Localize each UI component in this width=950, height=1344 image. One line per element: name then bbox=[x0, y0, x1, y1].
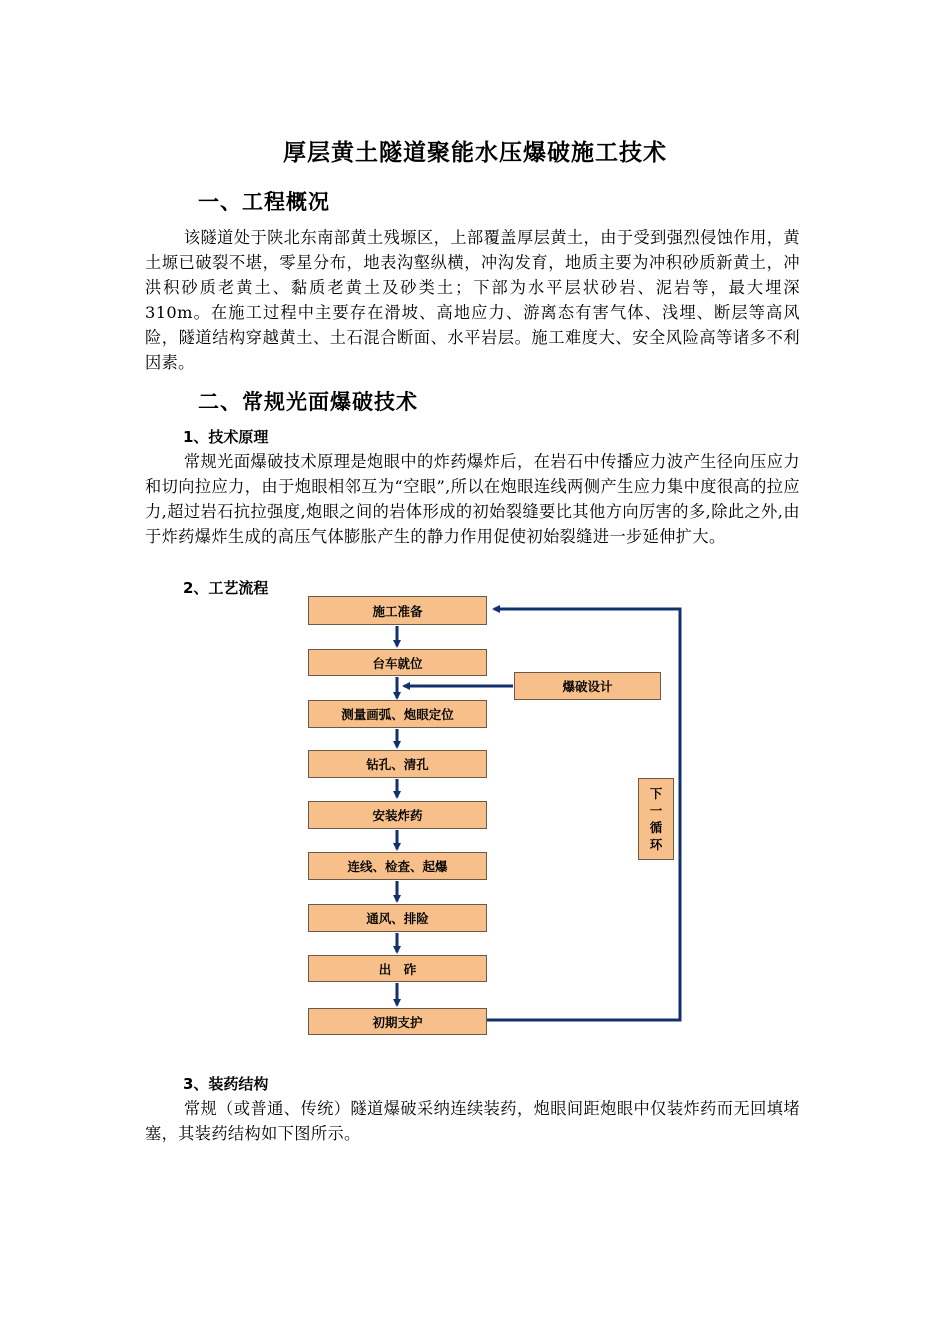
section-1-paragraph: 该隧道处于陕北东南部黄土残塬区，上部覆盖厚层黄土，由于受到强烈侵蚀作用，黄土塬已破裂不堪，零星分布，地表沟壑纵横，冲沟发育，地质主要为冲积砂质新黄土，冲洪积砂质老黄土、黏质老黄土及砂类土；下部为水平层状砂岩、泥岩等，最大埋深310m。在施工过程中主要存在滑坡、高地应力、游离态有害气体、浅埋、断层等高风险，隧道结构穿越黄土、土石混合断面、水平岩层。施工难度大、安全风险高等诸多不利因素。 bbox=[145, 228, 800, 372]
process-flow-diagram bbox=[300, 590, 700, 1050]
next-cycle-char-4: 环 bbox=[649, 837, 663, 852]
flow-step-1: 施工准备 bbox=[308, 596, 487, 625]
flow-step-2: 台车就位 bbox=[308, 649, 487, 676]
flow-step-9: 初期支护 bbox=[308, 1008, 487, 1035]
subsection-1-paragraph: 常规光面爆破技术原理是炮眼中的炸药爆炸后，在岩石中传播应力波产生径向压应力和切向拉应力，由于炮眼相邻互为“空眼”,所以在炮眼连线两侧产生应力集中度很高的拉应力,超过岩石抗拉强度,炮眼之间的岩体形成的初始裂缝要比其他方向厉害的多,除此之外,由于炸药爆炸生成的高压气体膨胀产生的静力作用促使初始裂缝进一步延伸扩大。 bbox=[145, 452, 800, 546]
next-cycle-char-1: 下 bbox=[649, 786, 663, 801]
next-cycle-char-3: 循 bbox=[649, 820, 663, 835]
next-cycle-char-2: 一 bbox=[649, 803, 663, 818]
blast-design-box: 爆破设计 bbox=[514, 672, 661, 700]
document-title: 厚层黄土隧道聚能水压爆破施工技术 bbox=[283, 140, 667, 166]
flow-step-8: 出 砟 bbox=[308, 955, 487, 982]
flow-step-5: 安装炸药 bbox=[308, 801, 487, 829]
subsection-3-heading: 3、装药结构 bbox=[183, 1075, 269, 1093]
flow-step-3: 测量画弧、炮眼定位 bbox=[308, 700, 487, 728]
flow-step-7: 通风、排险 bbox=[308, 904, 487, 932]
subsection-3-paragraph: 常规（或普通、传统）隧道爆破采纳连续装药，炮眼间距炮眼中仅装炸药而无回填堵塞，其装药结构如下图所示。 bbox=[145, 1099, 800, 1143]
flow-step-4: 钻孔、清孔 bbox=[308, 750, 487, 778]
next-cycle-box bbox=[638, 778, 674, 860]
section-2-heading: 二、常规光面爆破技术 bbox=[198, 390, 418, 414]
subsection-1-heading: 1、技术原理 bbox=[183, 428, 269, 446]
subsection-2-heading: 2、工艺流程 bbox=[183, 579, 269, 597]
section-1-heading: 一、工程概况 bbox=[198, 190, 330, 214]
flow-step-6: 连线、检查、起爆 bbox=[308, 852, 487, 880]
